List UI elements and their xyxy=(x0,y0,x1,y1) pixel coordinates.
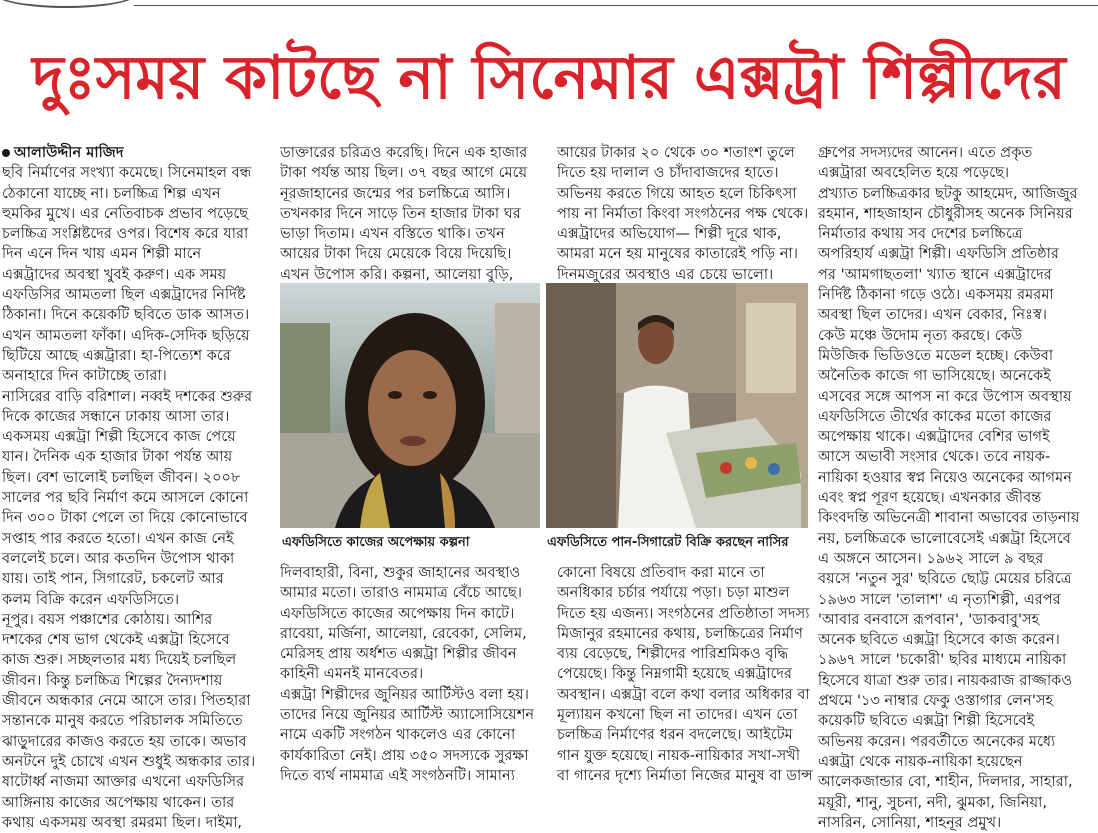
headline: দুঃসময় কাটছে না সিনেমার এক্সট্রা শিল্পীদের xyxy=(32,43,1066,113)
text-line: কোনো বিষয়ে প্রতিবাদ করা মানে তা xyxy=(557,564,765,581)
text-line: ১৯৬৩ সালে 'তালাশ' এ নৃত্যশিল্পী, এরপর xyxy=(818,590,1061,608)
text-line: হিসেবে যাত্রা শুরু তার। নায়করাজ রাজ্জাকও xyxy=(818,671,1073,689)
text-line: অপরিহার্য এক্সট্রা শিল্পী। এফডিসি প্রতিষ্ঠার xyxy=(818,245,1059,263)
text-line: এক্সট্রা শিল্পীদের জুনিয়র আর্টিস্টও বলা হয়। xyxy=(280,685,529,703)
text-line: নির্মাতার কথায় সব দেশের চলচ্চিত্রে xyxy=(818,225,1023,243)
text-line: ঠিকানা। দিনে কয়েকটি ছবিতে ডাক আসত। xyxy=(2,306,250,324)
text-line: এফডিসিতে কাজের অপেক্ষায় দিন কাটে। xyxy=(280,604,515,622)
byline-name: আলাউদ্দীন মাজিদ xyxy=(14,144,124,161)
text-line: নির্দিষ্ট ঠিকানা গড়ে ওঠে। একসময় রমরমা xyxy=(818,286,1054,304)
text-line: মিজানুর রহমানের কথায়, চলচ্চিত্রের নির্মাণ xyxy=(557,624,803,642)
column-3-bottom xyxy=(557,563,813,788)
text-line: আঙ্গিনায় কাজের অপেক্ষায় থাকেন। তার xyxy=(2,793,235,811)
text-line: অবস্থা ছিল তাদের। এখন বেকার, নিঃস্ব। xyxy=(818,306,1048,324)
text-line: ছিটিয়ে আছে এক্সট্রারা। হা-পিত্যেশ করে xyxy=(2,346,231,364)
column-2-bottom xyxy=(280,563,550,788)
text-line: নয়, চলচ্চিত্রকে ভালোবেসেই এক্সট্রা হিসেবে xyxy=(818,529,1071,547)
text-line: আয়ের টাকা দিয়ে মেয়েকে বিয়ে দিয়েছি। xyxy=(280,245,512,263)
column-1-text xyxy=(2,163,272,833)
text-line: অনেক ছবিতে এক্সট্রা হিসেবে কাজ করেন। xyxy=(818,631,1060,649)
page-top-rule xyxy=(0,0,1098,8)
text-line: এসবের সঙ্গে আপস না করে উপোস অবস্থায় xyxy=(818,387,1072,405)
text-line: একসময় এক্সট্রা শিল্পী হিসেবে কাজ পেয়ে xyxy=(2,428,236,446)
column-2-top xyxy=(280,143,548,286)
text-line: দিলবাহারী, বিনা, শুকুর জাহানের অবস্থাও xyxy=(280,564,521,581)
text-line: চলচ্চিত্র নির্মাণের ধরন বদলেছে। আইটেম xyxy=(557,726,793,744)
text-line: চলচ্চিত্র সংশ্লিষ্টদের ওপর। বিশেষ করে যারা xyxy=(2,225,249,243)
photo-nasir xyxy=(546,283,808,528)
text-line: সালের পর ছবি নির্মাণ কমে আসলে কোনো xyxy=(2,489,249,507)
text-line: তখনকার দিনে সাড়ে তিন হাজার টাকা ঘর xyxy=(280,204,521,222)
text-line: হুমকির মুখে। এর নেতিবাচক প্রভাব পড়েছে xyxy=(2,204,249,222)
text-line: জীবন। কিন্তু চলচ্চিত্র শিল্পের দৈন্যদশায় xyxy=(2,671,223,689)
column-3-top xyxy=(557,143,811,286)
text-line: কাজ শুরু। সচ্ছলতার মধ্য দিয়েই চলছিল xyxy=(2,651,237,669)
text-line: বা গানের দৃশ্যে নির্মাতা নিজের মানুষ বা ডান্স xyxy=(557,766,813,784)
text-line: অবস্থান। এক্সট্রা বলে কথা বলার অধিকার বা xyxy=(557,685,810,703)
text-line: নূরজাহানের জন্মের পর চলচ্চিত্রে আসি। xyxy=(280,184,511,202)
caption-kalpana: এফডিসিতে কাজের অপেক্ষায় কল্পনা xyxy=(282,535,470,550)
text-line: কয়েকটি ছবিতে এক্সট্রা শিল্পী হিসেবেই xyxy=(818,712,1035,730)
text-line: দিন এনে দিন খায় এমন শিল্পী মানে xyxy=(2,245,202,263)
text-line: সপ্তাহ পার করতে হতো। এখন কাজ নেই xyxy=(2,529,234,547)
text-line: এবং স্বপ্ন পূরণ হয়েছে। এখনকার জীবন্ত xyxy=(818,489,1042,507)
text-line: পেয়েছে। কিন্তু নিম্নগামী হয়েছে এক্সট্রাদের xyxy=(557,665,793,683)
text-line: এক্সট্রা থেকে নায়ক-নায়িকা হয়েছেন xyxy=(818,752,1023,770)
text-line: ডাক্তারের চরিত্রও করেছি। দিনে এক হাজার xyxy=(280,144,528,161)
byline xyxy=(2,143,272,163)
text-line: নামে একটি সংগঠন থাকলেও এর কোনো xyxy=(280,726,516,744)
text-line: যায়। তাই পান, সিগারেট, চকলেট আর xyxy=(2,570,224,588)
photo-nasir-image xyxy=(546,283,808,528)
text-line: এক্সট্রারা অবহেলিত হয়ে পড়েছে। xyxy=(818,164,1010,182)
text-line: এখন উপোস করি। কল্পনা, আলেয়া বুড়ি, xyxy=(280,265,514,283)
text-line: ছিল। বেশ ভালোই চলছিল জীবন। ২০০৮ xyxy=(2,468,241,486)
text-line: প্রখ্যাত চলচ্চিত্রকার ছটকু আহমেদ, আজিজুর xyxy=(818,184,1078,202)
text-line: দশকের শেষ ভাগ থেকেই এক্সট্রা হিসেবে xyxy=(2,631,230,649)
caption-nasir: এফডিসিতে পান-সিগারেট বিক্রি করছেন নাসির xyxy=(547,535,789,550)
text-line: কিংবদন্তি অভিনেত্রী শাবানা অভাবের তাড়নায় xyxy=(818,509,1080,527)
text-line: এখন আমতলা ফাঁকা। এদিক-সেদিক ছড়িয়ে xyxy=(2,326,250,344)
column-4 xyxy=(818,143,1096,831)
header-arc xyxy=(0,0,138,8)
text-line: বয়সে 'নতুন সুর' ছবিতে ছোট্ট মেয়ের চরিত্রে xyxy=(818,570,1072,588)
column-1 xyxy=(2,143,272,831)
text-line: মূল্যায়ন কখনো ছিল না তাদের। এখন তো xyxy=(557,706,798,724)
text-line: দিন ৩০০ টাকা পেলে তা দিয়ে কোনোভাবে xyxy=(2,509,248,527)
text-line: ভাড়া দিতাম। এখন বস্তিতে থাকি। তখন xyxy=(280,225,505,243)
text-line: পায় না নির্মাতা কিংবা সংগঠনের পক্ষ থেকে। xyxy=(557,204,809,222)
text-line: দিতে হয় এজন্য। সংগঠনের প্রতিষ্ঠাতা সদস্য xyxy=(557,604,810,622)
text-line: অনাহারে দিন কাটাচ্ছে তারা। xyxy=(2,367,167,385)
text-line: ১৯৬৭ সালে 'চকোরী' ছবির মাধ্যমে নায়িকা xyxy=(818,651,1067,669)
text-line: যান। দৈনিক এক হাজার টাকা পর্যন্ত আয় xyxy=(2,448,233,466)
text-line: অভিনয় করতে গিয়ে আহত হলে চিকিৎসা xyxy=(557,184,797,202)
text-line: দিতে ব্যর্থ নামমাত্র এই সংগঠনটি। সামান্য xyxy=(280,766,515,784)
text-line: আমার মতো। তারাও নামমাত্র বেঁচে আছে। xyxy=(280,584,522,602)
text-line: নাসরিন, সোনিয়া, শাহনূর প্রমুখ। xyxy=(818,813,1002,831)
text-line: গান যুক্ত হয়েছে। নায়ক-নায়িকার সখা-সখী xyxy=(557,746,801,764)
text-line: ব্যয় বেড়েছে, শিল্পীদের পারিশ্রমিকও বৃদ্ধি xyxy=(557,645,789,663)
text-line: কথায় একসময় অবস্থা রমরমা ছিল। দাইমা, xyxy=(2,813,243,831)
text-line: তাদের নিয়ে জুনিয়র আর্টিস্ট অ্যাসোসিয়েশন xyxy=(280,706,535,724)
photo-kalpana xyxy=(280,283,540,528)
photo-kalpana-image xyxy=(280,283,540,528)
text-line: মেরিসহ প্রায় অর্ধশত এক্সট্রা শিল্পীর জীবন xyxy=(280,645,517,663)
text-line: অনৈতিক কাজে গা ভাসিয়েছে। অনেকেই xyxy=(818,367,1051,385)
text-line: মিউজিক ভিডিওতে মডেল হচ্ছে। কেউবা xyxy=(818,346,1054,364)
text-line: অভিনয় করেন। পরবর্তীতে অনেকের মধ্যে xyxy=(818,732,1056,750)
text-line: ষাটোর্ধ্ব নাজমা আক্তার এখনো এফডিসির xyxy=(2,773,245,791)
text-line: এ অঙ্গনে আসেন। ১৯৬২ সালে ৯ বছর xyxy=(818,549,1044,567)
text-line: সন্তানকে মানুষ করতে পরিচালক সমিতিতে xyxy=(2,712,243,730)
text-line: এফডিসির আমতলা ছিল এক্সট্রাদের নির্দিষ্ট xyxy=(2,286,246,304)
bullet-icon xyxy=(2,149,10,157)
text-line: ঝাড়ুদারের কাজও করতে হয় তাকে। অভাব xyxy=(2,732,247,750)
text-line: 'আবার বনবাসে রূপবান', 'ডাকবাবু'সহ xyxy=(818,610,1040,628)
text-line: নাসিরের বাড়ি বরিশাল। নব্বই দশকের শুরুর xyxy=(2,387,253,405)
text-line: দিনমজুরের অবস্থাও এর চেয়ে ভালো। xyxy=(557,265,774,283)
text-line: কলম বিক্রি করেন এফডিসিতে। xyxy=(2,590,180,608)
text-line: ছবি নির্মাণের সংখ্যা কমেছে। সিনেমাহল বন্ধ xyxy=(2,164,252,182)
text-line: অনধিকার চর্চার পর্যায়ে পড়া। চড়া মাশুল xyxy=(557,584,790,602)
text-line: দিতে হয় দালাল ও চাঁদাবাজদের হাতে। xyxy=(557,164,779,182)
text-line: পর 'আমগাছতলা' খ্যাত স্থানে এক্সট্রাদের xyxy=(818,265,1052,283)
text-line: রাবেয়া, মর্জিনা, আলেয়া, রেবেকা, সেলিম, xyxy=(280,624,527,642)
text-line: কার্যকারিতা নেই। প্রায় ৩৫০ সদস্যকে সুরক্ষা xyxy=(280,746,529,764)
text-line: আসে অভাবী সংসার থেকে। তবে নায়ক- xyxy=(818,448,1051,466)
text-line: অপেক্ষায় থাকে। এক্সট্রাদের বেশির ভাগই xyxy=(818,428,1050,446)
text-line: আমরা মনে হয় মানুষের কাতারেই পড়ি না। xyxy=(557,245,798,263)
text-line: বললেই চলে। আর কতদিন উপোস থাকা xyxy=(2,549,235,567)
text-line: কাহিনী এমনই মানবেতর। xyxy=(280,665,424,683)
text-line: জীবনে অন্ধকার নেমে আসে তার। পিতহারা xyxy=(2,692,251,710)
text-line: দিকে কাজের সন্ধানে ঢাকায় আসা তার। xyxy=(2,407,230,425)
text-line: এক্সট্রাদের অবস্থা খুবই করুণ। এক সময় xyxy=(2,265,227,283)
text-line: কেউ মঞ্চে উদোম নৃত্য করছে। কেউ xyxy=(818,326,1023,344)
text-line: আয়ের টাকার ২০ থেকে ৩০ শতাংশ তুলে xyxy=(557,144,795,161)
header-rule xyxy=(134,5,1098,6)
text-line: ঠেকানো যাচ্ছে না। চলচ্চিত্র শিল্প এখন xyxy=(2,184,221,202)
text-line: এক্সট্রাদের অভিযোগ— শিল্পী দূরে থাক, xyxy=(557,225,782,243)
text-line: নূপুর। বয়স পঞ্চাশের কোঠায়। আশির xyxy=(2,610,213,628)
text-line: আলেকজান্ডার বো, শাহীন, দিলদার, সাহারা, xyxy=(818,773,1073,791)
text-line: প্রথমে '১৩ নাম্বার ফেকু ওস্তাগার লেন'সহ xyxy=(818,692,1054,710)
text-line: টাকা পর্যন্ত আয় ছিল। ৩৭ বছর আগে মেয়ে xyxy=(280,164,528,182)
text-line: এফডিসিতে তীর্থের কাকের মতো কাজের xyxy=(818,407,1052,425)
text-line: নায়িকা হওয়ার স্বপ্ন নিয়েও অনেকের আগমন xyxy=(818,468,1072,486)
text-line: ময়ূরী, শানু, সুচনা, নদী, ঝুমকা, জিনিয়া, xyxy=(818,793,1048,811)
text-line: রহমান, শাহজাহান চৌধুরীসহ অনেক সিনিয়র xyxy=(818,204,1073,222)
text-line: গ্রুপের সদস্যদের আনেন। এতে প্রকৃত xyxy=(818,144,1033,161)
text-line: অনটনে দুই চোখে এখন শুধুই অন্ধকার তার। xyxy=(2,752,256,770)
